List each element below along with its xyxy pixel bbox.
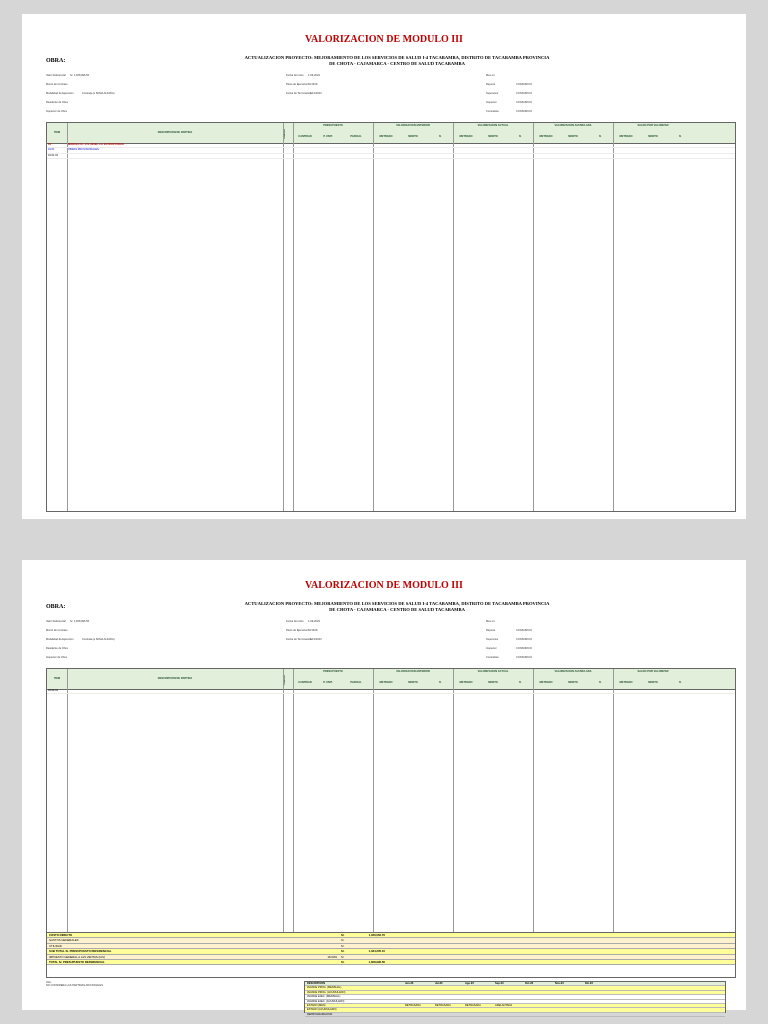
valorizacion-table (46, 668, 736, 934)
header-monto: MONTO (488, 135, 498, 138)
meta-label: Mes en: (486, 620, 496, 623)
meta-label: Inspector (486, 101, 497, 104)
progress-row-label: ESTADO (MES) (307, 1003, 326, 1007)
header-punit: P. UNIT. (323, 681, 333, 684)
header-val-acumulada: VALORIZACION ACUMULADA (554, 670, 592, 673)
progress-row-label: AVANCE EJEC. (MENSUAL) (307, 995, 341, 999)
meta-label: Residente de Obra (46, 101, 68, 104)
meta-row (46, 110, 722, 117)
header-descripcion: DESCRIPCION DE PARTIDA (157, 131, 193, 134)
header-monto: MONTO (648, 681, 658, 684)
meta-label: Modalidad de Ejecucion (46, 92, 74, 95)
header-monto: MONTO (408, 681, 418, 684)
summary-currency: S/. (341, 959, 345, 964)
meta-label: Fecha de Inicio (286, 620, 304, 623)
table-header (47, 669, 735, 690)
meta-row (46, 92, 722, 99)
progress-row-label: AVANCE PROG. (ACUMULADO) (307, 990, 346, 994)
meta-label: Monto de Contrato (46, 629, 68, 632)
summary-label: GASTOS GENERALES (49, 938, 79, 943)
meta-value: 1/12/2023 (310, 92, 322, 95)
header-metrado: METRADO (459, 681, 473, 684)
summary-amount: 1,334,205.10 (368, 949, 385, 954)
header-val-anterior: VALORIZACION ANTERIOR (396, 124, 430, 127)
summary-currency: S/. (341, 938, 345, 943)
summary-amount: 1,036,062.76 (368, 933, 385, 937)
cell-item: 02.02.01 (48, 689, 59, 692)
meta-label: Contratista (486, 110, 499, 113)
header-unidad: UNIDAD (283, 128, 286, 140)
project-metadata (46, 620, 722, 668)
meta-label: Valor Referencial (46, 74, 66, 77)
table-header (47, 123, 735, 144)
cell-description: MODULO III - C.S. NIVEL I-4 / ESTRUCTURAS (68, 143, 124, 146)
header-metrado: METRADO (619, 135, 633, 138)
header-val-actual: VALORIZACION ACTUAL (477, 670, 509, 673)
header-pct: % (518, 681, 522, 684)
header-metrado: METRADO (379, 681, 393, 684)
header-monto: MONTO (568, 681, 578, 684)
progress-row (305, 1013, 725, 1017)
meta-value: CONSORCIO (516, 110, 532, 113)
meta-value: 1/12/2023 (310, 638, 322, 641)
meta-label: Mes en: (486, 74, 496, 77)
subtitle-line-1: ACTUALIZACION PROYECTO: MEJORAMIENTO DE LOS SERVICIOS DE SALUD I-4 TACABAMBA, DISTRITO DE TACABAMBA PROVINCIA (244, 601, 550, 606)
meta-label: Monto de Contrato (46, 83, 68, 86)
table-body (47, 689, 735, 933)
header-parcial: PARCIAL (350, 681, 362, 684)
cell-description: OBRAS PROVISIONALES (68, 148, 99, 152)
header-pct: % (598, 681, 602, 684)
summary-label: IMPUESTO GENERAL A LAS VENTAS (IGV) (49, 954, 106, 959)
meta-row (46, 620, 722, 627)
header-pct: % (678, 681, 682, 684)
cell-item: 01.01 (48, 148, 55, 152)
meta-value: Contrata (a SUMA ALZADA) (82, 638, 115, 641)
meta-value: S/. 1,608,996.56 (70, 74, 90, 77)
meta-row (46, 629, 722, 636)
progress-month: Sep-23 (495, 982, 504, 985)
meta-value: S/. 1,608,996.56 (70, 620, 90, 623)
meta-value: CONSORCIO (516, 83, 532, 86)
header-monto: MONTO (568, 135, 578, 138)
meta-label: Fecha de Terminacion (286, 638, 312, 641)
project-subtitle (222, 55, 572, 67)
meta-label: Inspector de Obra (46, 656, 67, 659)
header-unidad: UNIDAD (283, 674, 286, 686)
meta-value: CONSORCIO (516, 629, 532, 632)
meta-value: CONSORCIO (516, 647, 532, 650)
project-metadata (46, 74, 722, 122)
notes-title: Obs: (46, 981, 52, 984)
progress-table (304, 981, 726, 1016)
cell-item: 01 (48, 143, 51, 146)
estado-value: RETRASADA (465, 1003, 481, 1007)
header-cantidad: CANTIDAD (298, 135, 312, 138)
summary-label: UTILIDAD (49, 943, 62, 948)
subtitle-line-1: ACTUALIZACION PROYECTO: MEJORAMIENTO DE LOS SERVICIOS DE SALUD I-4 TACABAMBA, DISTRITO DE TACABAMBA PROVINCIA (244, 55, 550, 60)
meta-label: Modalidad de Ejecucion (46, 638, 74, 641)
progress-header-label: DESCRIPCION (307, 982, 326, 985)
meta-row (46, 74, 722, 81)
header-pct: % (678, 135, 682, 138)
header-parcial: PARCIAL (350, 135, 362, 138)
header-item: ITEM (53, 131, 61, 134)
summary-currency: S/. (341, 943, 345, 948)
header-pct: % (438, 135, 442, 138)
progress-month: Jul-23 (435, 982, 443, 985)
progress-row-label: AVANCE PROG. (MENSUAL) (307, 986, 342, 990)
meta-value: CONSORCIO (516, 101, 532, 104)
meta-label: Supervisor (486, 92, 499, 95)
obra-label: OBRA: (46, 604, 66, 610)
meta-row (46, 638, 722, 645)
summary-currency: S/. (341, 933, 345, 937)
header-punit: P. UNIT. (323, 135, 333, 138)
valorizacion-sheet-1 (22, 14, 746, 519)
header-monto: MONTO (408, 135, 418, 138)
meta-label: Fecha de Terminacion (286, 92, 312, 95)
meta-row (46, 656, 722, 663)
header-pct: % (518, 135, 522, 138)
meta-label: Inspector de Obra (46, 110, 67, 113)
meta-value: Contrata (a SUMA ALZADA) (82, 92, 115, 95)
header-metrado: METRADO (379, 135, 393, 138)
meta-value: 1-09-2023 (308, 74, 320, 77)
progress-month: Ago-23 (465, 982, 474, 985)
notes (46, 981, 286, 1001)
header-monto: MONTO (648, 135, 658, 138)
meta-label: Plazo de Ejecucion (286, 629, 309, 632)
header-presupuesto: PRESUPUESTO (323, 124, 343, 127)
header-metrado: METRADO (619, 681, 633, 684)
meta-label: Residente de Obra (46, 647, 68, 650)
project-subtitle (222, 601, 572, 613)
meta-value: 1-09-2023 (308, 620, 320, 623)
header-pct: % (438, 681, 442, 684)
header-saldo: SALDO POR VALORIZAR (637, 670, 669, 673)
subtitle-line-2: DE CHOTA - CAJAMARCA - CENTRO DE SALUD TACABAMBA (329, 607, 465, 612)
summary-label: COSTO DIRECTO (49, 933, 73, 937)
meta-label: Reporte (486, 629, 496, 632)
summary-label: SUB TOTAL S/. PRESUPUESTO REFERENCIAL (49, 949, 112, 954)
header-monto: MONTO (488, 681, 498, 684)
meta-row (46, 83, 722, 90)
header-val-acumulada: VALORIZACION ACUMULADA (554, 124, 592, 127)
header-val-actual: VALORIZACION ACTUAL (477, 124, 509, 127)
progress-row-label: REPROGRAMACION (307, 1012, 333, 1016)
header-saldo: SALDO POR VALORIZAR (637, 124, 669, 127)
obra-label: OBRA: (46, 58, 66, 64)
estado-value: RETRASADA (435, 1003, 451, 1007)
estado-value: ADELANTADA (495, 1003, 513, 1007)
meta-label: Supervisor (486, 638, 499, 641)
progress-month: Dic-23 (585, 982, 593, 985)
meta-row (46, 647, 722, 654)
estado-value: RETRASADA (405, 1003, 421, 1007)
valorizacion-sheet-2 (22, 560, 746, 1016)
header-descripcion: DESCRIPCION DE PARTIDA (157, 677, 193, 680)
progress-month: Nov-23 (555, 982, 564, 985)
summary-percent: 18.00% (327, 954, 337, 959)
header-metrado: METRADO (539, 135, 553, 138)
header-metrado: METRADO (459, 135, 473, 138)
meta-label: Contratista (486, 656, 499, 659)
notes-text: NO CONSIDERA LAS PARTIDAS ADICIONALES (46, 984, 103, 987)
summary-amount: 1,608,996.56 (368, 959, 385, 964)
page-title: VALORIZACION DE MODULO III (305, 34, 463, 45)
valorizacion-table (46, 122, 736, 512)
header-pct: % (598, 135, 602, 138)
page-title: VALORIZACION DE MODULO III (305, 580, 463, 591)
summary-currency: S/. (341, 949, 345, 954)
summary-label: TOTAL S/. PRESUPUESTO REFERENCIAL (49, 959, 105, 964)
meta-label: Valor Referencial (46, 620, 66, 623)
header-metrado: METRADO (539, 681, 553, 684)
meta-value: CONSORCIO (516, 92, 532, 95)
progress-month: Jun-23 (405, 982, 414, 985)
budget-summary (46, 932, 736, 978)
summary-currency: S/. (341, 954, 345, 959)
meta-label: Reporte (486, 83, 496, 86)
meta-label: Inspector (486, 647, 497, 650)
table-row (47, 689, 735, 694)
meta-value: 60 DIAS (308, 83, 318, 86)
progress-row-label: AVANCE EJEC. (ACUMULADO) (307, 999, 345, 1003)
progress-row-label: ESTADO (ACUMULADO) (307, 1008, 337, 1012)
table-row (47, 154, 735, 159)
table-body (47, 143, 735, 511)
meta-value: 60 DIAS (308, 629, 318, 632)
meta-value: CONSORCIO (516, 638, 532, 641)
header-presupuesto: PRESUPUESTO (323, 670, 343, 673)
subtitle-line-2: DE CHOTA - CAJAMARCA - CENTRO DE SALUD TACABAMBA (329, 61, 465, 66)
header-val-anterior: VALORIZACION ANTERIOR (396, 670, 430, 673)
meta-label: Fecha de Inicio (286, 74, 304, 77)
meta-row (46, 101, 722, 108)
meta-label: Plazo de Ejecucion (286, 83, 309, 86)
progress-month: Oct-23 (525, 982, 534, 985)
meta-value: CONSORCIO (516, 656, 532, 659)
header-cantidad: CANTIDAD (298, 681, 312, 684)
summary-row (47, 960, 735, 965)
cell-item: 01.01.01 (48, 153, 59, 157)
header-item: ITEM (53, 677, 61, 680)
